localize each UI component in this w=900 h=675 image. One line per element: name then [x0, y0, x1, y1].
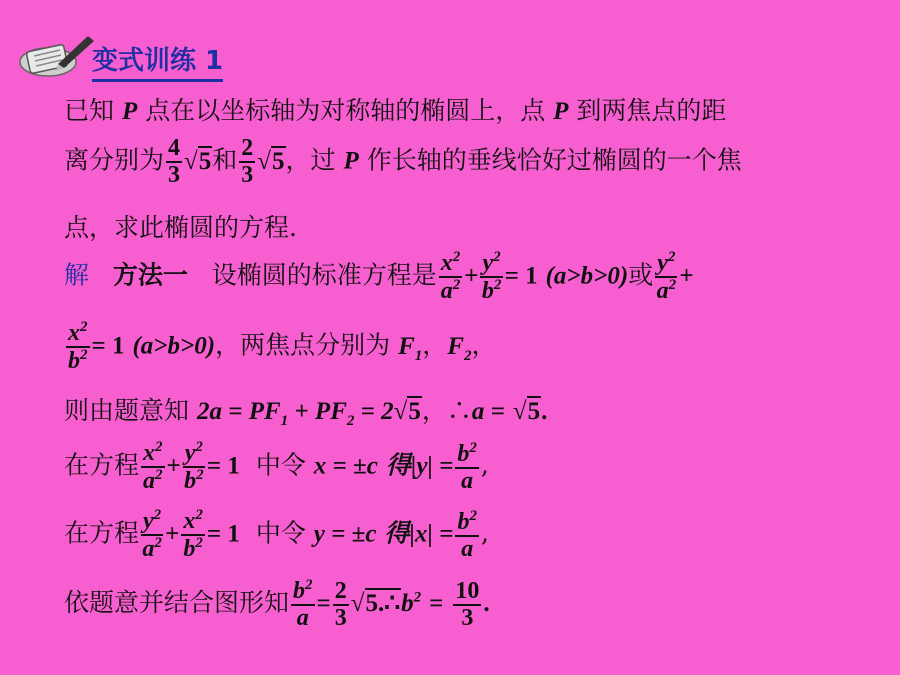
text: 设椭圆的标准方程是: [211, 260, 437, 290]
method-label: 方法一: [112, 260, 188, 290]
text: 和: [212, 145, 238, 175]
radicand: 5: [198, 147, 212, 175]
b-squared: $b^2$: [401, 589, 422, 618]
numerator: 2: [239, 136, 255, 163]
denominator: $a^2$: [440, 277, 461, 305]
header-icon-area: [18, 30, 98, 84]
denominator: $a^2$: [656, 277, 677, 305]
focus-f1: $F_1$: [398, 332, 423, 364]
page-title: 变式训练 1: [92, 40, 223, 82]
text: 点在以坐标轴为对称轴的椭圆上，点: [145, 96, 546, 125]
problem-line-3: 点，求此椭圆的方程.: [64, 213, 297, 242]
condition: (a>b>0): [545, 262, 629, 290]
equation: a =: [471, 398, 505, 425]
text: 或: [628, 260, 654, 290]
solution-line-2: [64, 320, 496, 374]
numerator: $y^2$: [655, 250, 677, 278]
fraction: [166, 136, 182, 188]
text: 中令: [255, 450, 306, 480]
plus: +: [679, 262, 694, 290]
numerator: $y^2$: [480, 250, 502, 278]
denominator: $b^2$: [68, 347, 88, 375]
solution-line-1: [64, 250, 694, 304]
text: ，: [422, 330, 448, 360]
equals-one: = 1: [504, 262, 538, 290]
sqrt: √5: [184, 147, 212, 175]
solution-line-6: 依题意并结合图形知 $\frac{b^2}{a}$ = $\frac{2}{3}$ $√5.\therefore b^2$ = $\frac{10}{3}$ .: [64, 577, 490, 632]
text: ，过: [285, 145, 336, 175]
equals-one: = 1: [91, 332, 125, 360]
plus: +: [464, 262, 479, 290]
text: 则由题意知: [64, 396, 190, 425]
point-p: P: [121, 98, 138, 125]
text: 作长轴的垂线恰好过椭圆的一个焦: [366, 145, 742, 175]
pen-on-paper-icon: [18, 30, 98, 80]
text: 依题意并结合图形知: [64, 588, 290, 618]
numerator: $x^2$: [439, 250, 463, 278]
equation: y = ±c: [313, 520, 377, 548]
point-p: P: [343, 147, 359, 175]
sqrt: √5: [257, 147, 285, 175]
radicand: 5: [408, 398, 421, 425]
numerator: $x^2$: [66, 320, 90, 348]
text: ，: [471, 330, 497, 360]
problem-line-2: [64, 136, 742, 188]
condition: (a>b>0): [132, 332, 216, 360]
text: ，两焦点分别为: [215, 330, 391, 360]
text: 在方程: [64, 518, 140, 548]
period: .: [541, 398, 548, 425]
solution-line-4: 在方程 $\frac{x^2}{a^2}$ + $\frac{y^2}{b^2}$ = 1 中令 x = ±c 得|y| = $\frac{b^2}{a}$ ,: [64, 439, 489, 495]
equation: $2a = PF_1 + PF_2 = 2$: [196, 398, 394, 429]
fraction: [239, 136, 255, 188]
solution-line-5: 在方程 $\frac{y^2}{a^2}$ + $\frac{x^2}{b^2}$ = 1 中令 y = ±c 得|x| = $\frac{b^2}{a}$ ,: [64, 507, 489, 563]
text: 已知: [64, 96, 115, 125]
numerator: 4: [166, 136, 182, 163]
solution-line-3: 则由题意知 $2a = PF_1 + PF_2 = 2√5$，∴a = √5.: [64, 396, 548, 429]
text: 中令: [255, 518, 306, 548]
text: ，∴: [421, 396, 472, 425]
denominator: 3: [241, 162, 254, 189]
focus-f2: $F_2$: [447, 332, 472, 364]
text: 在方程: [64, 450, 140, 480]
problem-line-1: [64, 98, 726, 124]
equation: x = ±c: [313, 452, 378, 480]
point-p: P: [553, 98, 569, 125]
denominator: $b^2$: [481, 277, 502, 305]
solution-label: 解: [64, 260, 90, 290]
text: 离分别为: [64, 145, 165, 175]
equation: 得|x| =: [384, 520, 454, 548]
denominator: 3: [168, 162, 181, 189]
equation: 得|y| =: [385, 452, 454, 480]
text: 到两焦点的距: [576, 96, 727, 125]
radicand: 5: [272, 147, 285, 175]
radicand: 5: [527, 398, 541, 425]
